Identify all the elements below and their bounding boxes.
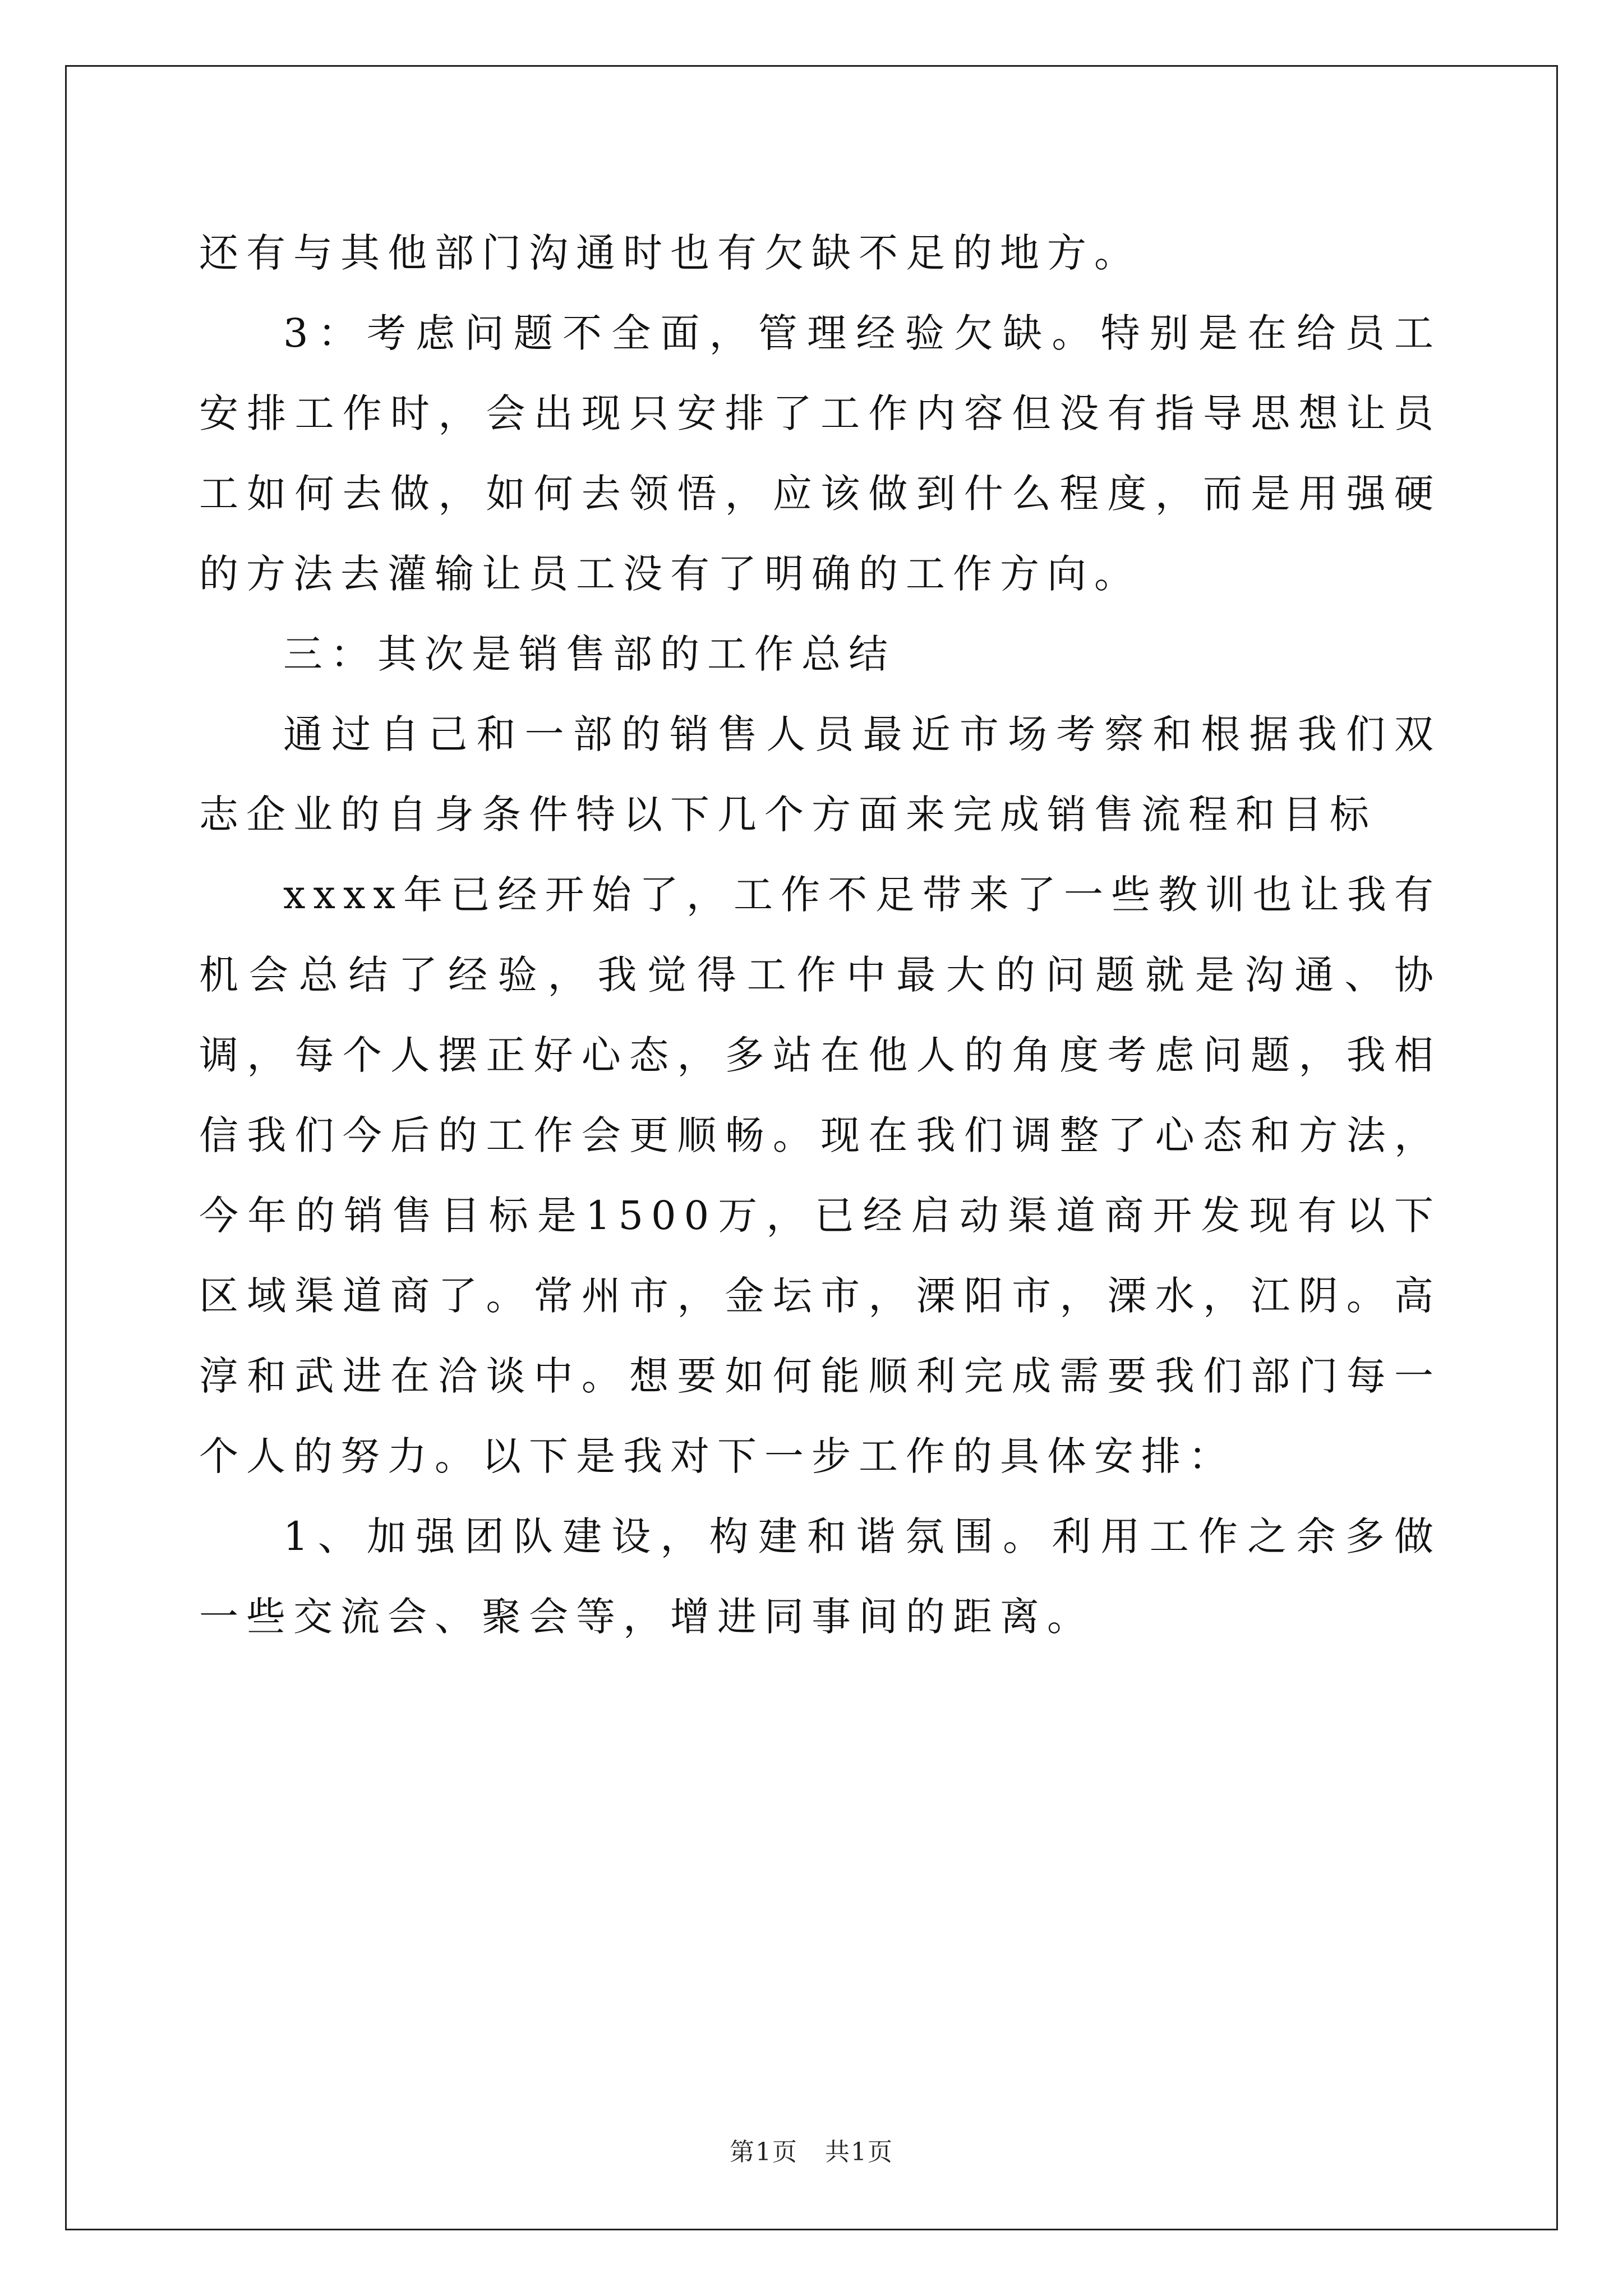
page-footer [0,2132,1623,2168]
page-number-total: 共1页 [824,2138,893,2166]
paragraph-2: 3：考虑问题不全面，管理经验欠缺。特别是在给员工安排工作时，会出现只安排了工作内容但没有指导思想让员工如何去做，如何去领悟，应该做到什么程度，而是用强硬的方法去灌输让员工没有了明确的工作方向。 [199,310,1441,597]
paragraph-6: 1、加强团队建设，构建和谐氛围。利用工作之余多做一些交流会、聚会等，增进同事间的距离。 [199,1513,1441,1640]
document-body [199,213,1441,1657]
page-number-current: 第1页 [730,2138,799,2166]
paragraph-1: 还有与其他部门沟通时也有欠缺不足的地方。 [199,230,1141,276]
paragraph-4: 通过自己和一部的销售人员最近市场考察和根据我们双志企业的自身条件特以下几个方面来完成销售流程和目标 [199,711,1441,838]
paragraph-3-heading: 三：其次是销售部的工作总结 [283,631,896,677]
paragraph-5: xxxx年已经开始了，工作不足带来了一些教训也让我有机会总结了经验，我觉得工作中最大的问题就是沟通、协调，每个人摆正好心态，多站在他人的角度考虑问题，我相信我们今后的工作会更顺畅。现在我们调整了心态和方法，今年的销售目标是1500万，已经启动渠道商开发现有以下区域渠道商了。常州市，金坛市，溧阳市，溧水，江阴。高淳和武进在洽谈中。想要如何能顺利完成需要我们部门每一个人的努力。以下是我对下一步工作的具体安排： [199,872,1441,1479]
